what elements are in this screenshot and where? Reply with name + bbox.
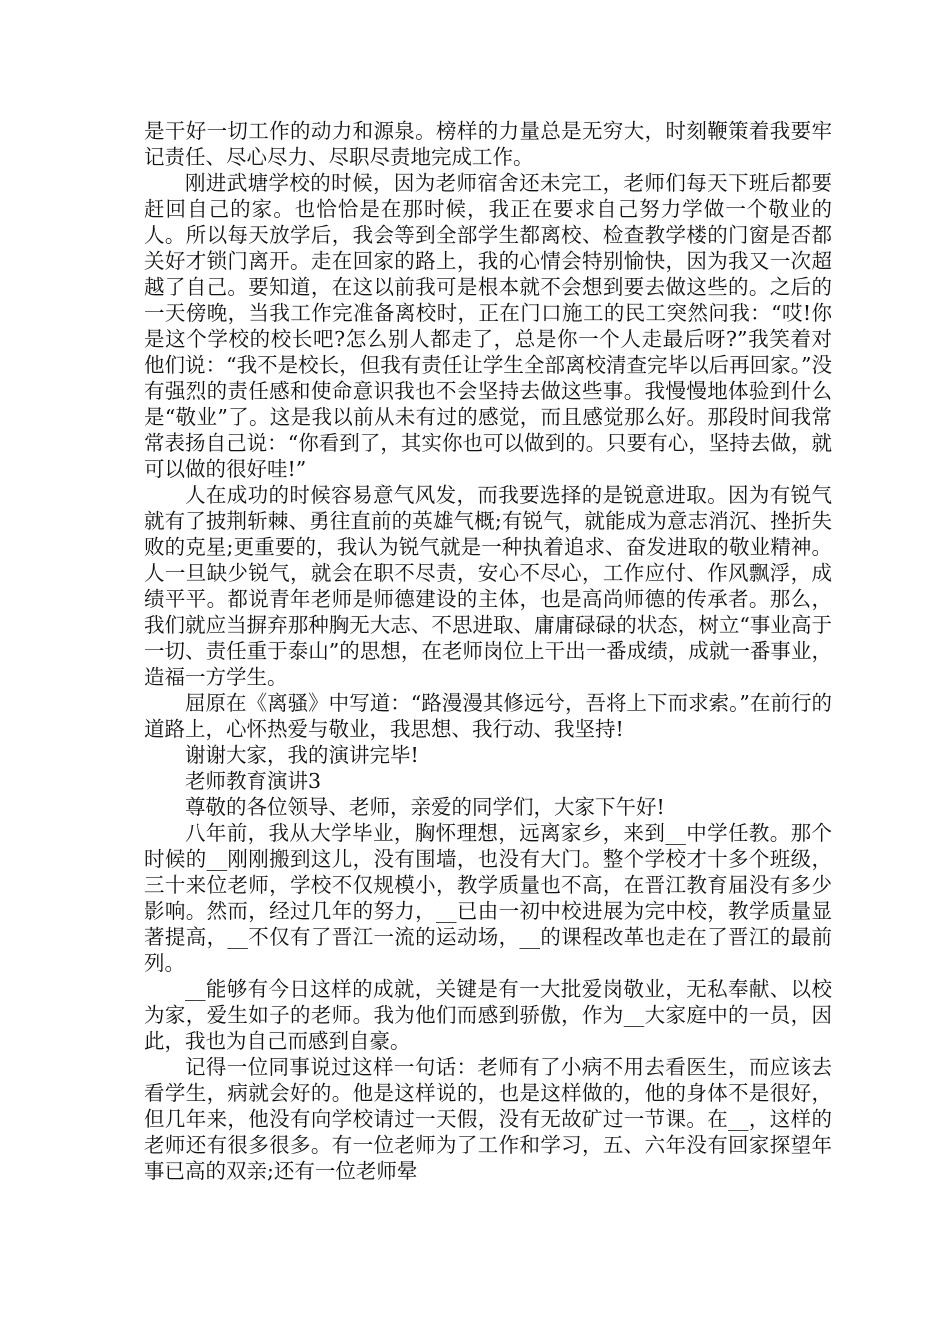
paragraph-colleague: 记得一位同事说过这样一句话：老师有了小病不用去看医生，而应该去看学生，病就会好的。他是这样说的，也是这样做的，他的身体不是很好，但几年来，他没有向学校请过一天假，没有无故矿过一节课。在__，这样的老师还有很多很多。有一位老师为了工作和学习，五、六年没有回家探望年事已高的双亲;还有一位老师晕 [144,1055,832,1183]
speech-closing: 谢谢大家，我的演讲完毕! [185,743,419,767]
section-title: 老师教育演讲3 [185,769,322,793]
paragraph-qu-yuan-quote: 屈原在《离骚》中写道：“路漫漫其修远兮，吾将上下而求索。”在前行的道路上，心怀热爱与敬业，我思想、我行动、我坚持! [144,691,832,741]
document-page [144,118,832,1184]
paragraph-continuation: 是干好一切工作的动力和源泉。榜样的力量总是无穷大，时刻鞭策着我要牢记责任、尽心尽力、尽职尽责地完成工作。 [144,119,832,169]
paragraph-wutang-school: 刚进武塘学校的时候，因为老师宿舍还未完工，老师们每天下班后都要赶回自己的家。也恰恰是在那时候，我正在要求自己努力学做一个敬业的人。所以每天放学后，我会等到全部学生都离校、检查教学楼的门窗是否都关好才锁门离开。走在回家的路上，我的心情会特别愉快，因为我又一次超越了自己。要知道，在这以前我可是根本就不会想到要去做这些的。之后的一天傍晚，当我工作完准备离校时，正在门口施工的民工突然问我：“哎!你是这个学校的校长吧?怎么别人都走了，总是你一个人走最后呀?”我笑着对他们说：“我不是校长，但我有责任让学生全部离校清查完毕以后再回家。”没有强烈的责任感和使命意识我也不会坚持去做这些事。我慢慢地体验到什么是“敬业”了。这是我以前从未有过的感觉，而且感觉那么好。那段时间我常常表扬自己说：“你看到了，其实你也可以做到的。只要有心，坚持去做，就可以做的很好哇!” [144,171,832,481]
paragraph-eight-years: 八年前，我从大学毕业，胸怀理想，远离家乡，来到__中学任教。那个时候的__刚刚搬到这儿，没有围墙，也没有大门。整个学校才十多个班级，三十来位老师，学校不仅规模小，教学质量也不高，在晋江教育届没有多少影响。然而，经过几年的努力，__已由一初中校进展为完中校，教学质量显著提高，__不仅有了晋江一流的运动场，__的课程改革也走在了晋江的最前列。 [144,821,832,975]
paragraph-achievement: __能够有今日这样的成就，关键是有一大批爱岗敬业，无私奉献、以校为家，爱生如子的老师。我为他们而感到骄傲，作为__大家庭中的一员，因此，我也为自己而感到自豪。 [144,977,832,1053]
paragraph-sharpness: 人在成功的时候容易意气风发，而我要选择的是锐意进取。因为有锐气就有了披荆斩棘、勇往直前的英雄气概;有锐气，就能成为意志消沉、挫折失败的克星;更重要的，我认为锐气就是一种执着追求、奋发进取的敬业精神。人一旦缺少锐气，就会在职不尽责，安心不尽心，工作应付、作风飘浮，成绩平平。都说青年老师是师德建设的主体，也是高尚师德的传承者。那么，我们就应当摒弃那种胸无大志、不思进取、庸庸碌碌的状态，树立“事业高于一切、责任重于泰山”的思想，在老师岗位上干出一番成绩，成就一番事业，造福一方学生。 [144,483,832,689]
speech-greeting: 尊敬的各位领导、老师，亲爱的同学们，大家下午好! [185,795,665,819]
